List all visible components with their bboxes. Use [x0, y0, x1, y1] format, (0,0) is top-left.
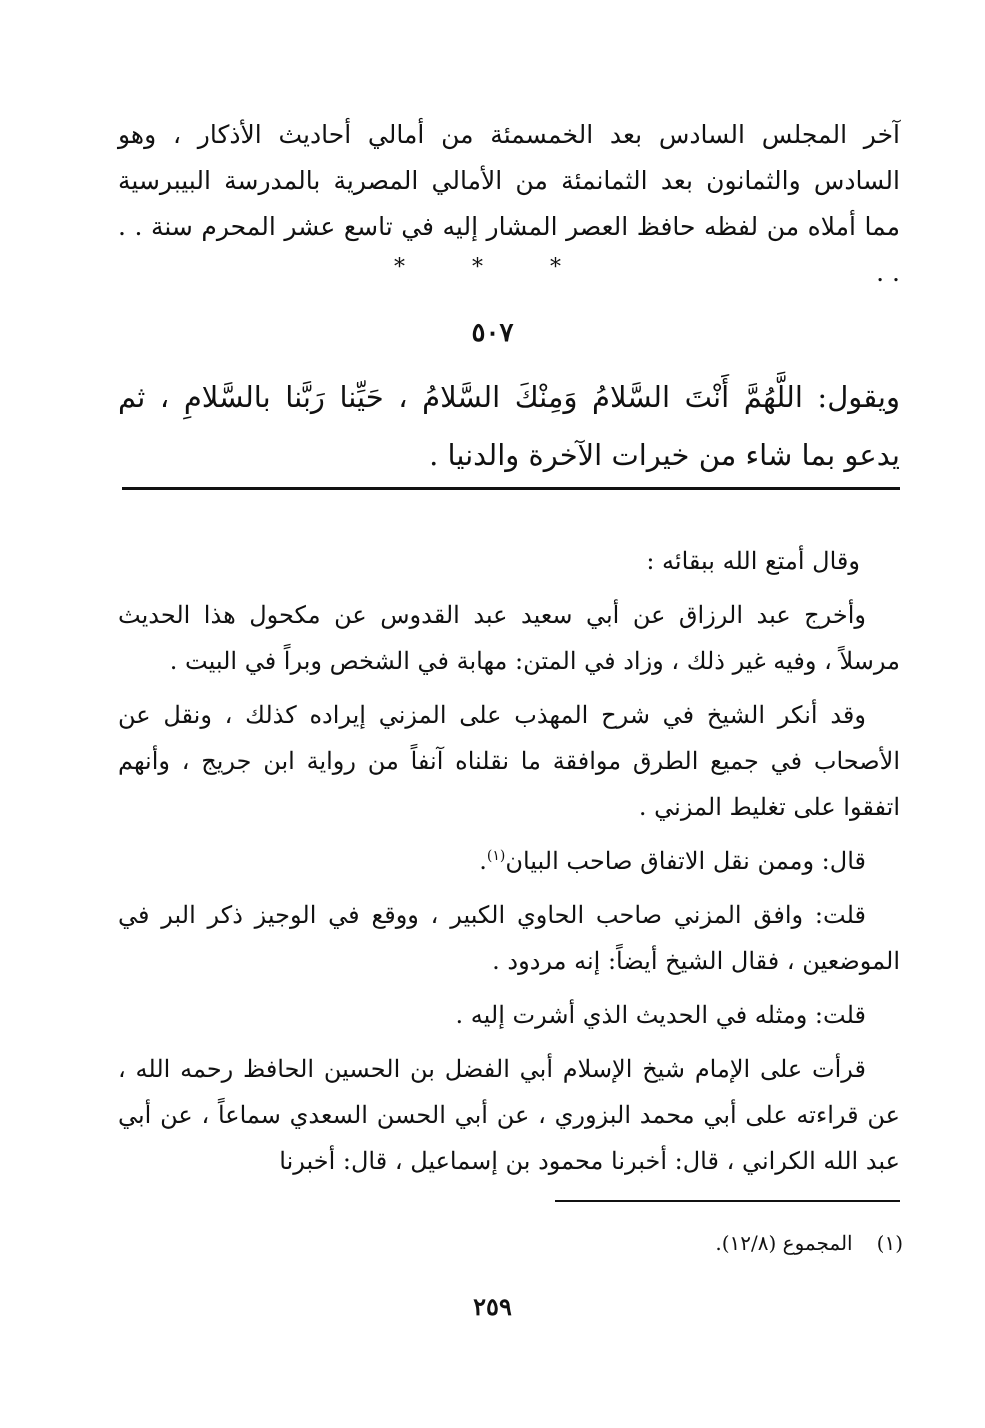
footnote-text: المجموع (١٢/٨).: [715, 1231, 853, 1255]
page-number: ٢٥٩: [473, 1292, 512, 1321]
commentary-paragraph: قلت: وافق المزني صاحب الحاوي الكبير ، ووقع في الوجيز ذكر البر في الموضعين ، فقال الشيخ أيضاً: إنه مردود .: [118, 901, 900, 975]
commentary-text: قال: وممن نقل الاتفاق صاحب البيان: [505, 847, 866, 875]
hadith-text: ويقول: اللَّهُمَّ أَنْتَ السَّلامُ وَمِنْكَ السَّلامُ ، حَيِّنا رَبَّنا بالسَّلامِ ، ثم يدعو بما شاء من خيرات الآخرة والدنيا .: [118, 380, 900, 472]
hadith-number: ٥٠٧: [471, 318, 514, 348]
commentary-paragraph: قلت: ومثله في الحديث الذي أشرت إليه .: [455, 1001, 866, 1029]
commentary-intro: وقال أمتع الله ببقائه :: [646, 547, 860, 575]
footnote-marker[interactable]: (١): [486, 848, 506, 864]
main-divider: [122, 487, 900, 490]
sentence-end: .: [479, 847, 487, 875]
section-separator: * * *: [394, 255, 591, 280]
footnote: [715, 1228, 903, 1258]
footnote-divider: [555, 1200, 900, 1202]
commentary-paragraph-with-footnote: [118, 838, 900, 884]
commentary-paragraph: قرأت على الإمام شيخ الإسلام أبي الفضل بن الحسين الحافظ رحمه الله ، عن قراءته على أبي محمد البزوري ، عن أبي الحسن السعدي سماعاً ، عن أبي عبد الله الكراني ، قال: أخبرنا محمود بن إسماعيل ، قال: أخبرنا: [118, 1055, 900, 1175]
commentary-section: [118, 538, 900, 1192]
commentary-paragraph: وأخرج عبد الرزاق عن أبي سعيد عبد القدوس عن مكحول هذا الحديث مرسلاً ، وفيه غير ذلك ، وزاد في المتن: مهابة في الشخص وبراً في البيت .: [118, 601, 900, 675]
colophon-paragraph: آخر المجلس السادس بعد الخمسمئة من أمالي أحاديث الأذكار ، وهو السادس والثمانون بعد الثمانمئة من الأمالي المصرية بالمدرسة البيبرسية مما أملاه من لفظه حافظ العصر المشار إليه في تاسع عشر المحرم سنة . . . .: [118, 120, 901, 287]
footnote-number: (١): [876, 1231, 903, 1255]
commentary-paragraph: وقد أنكر الشيخ في شرح المهذب على المزني إيراده كذلك ، ونقل عن الأصحاب في جميع الطرق موافقة ما نقلناه آنفاً من رواية ابن جريج ، وأنهم اتفقوا على تغليط المزني .: [118, 701, 900, 821]
